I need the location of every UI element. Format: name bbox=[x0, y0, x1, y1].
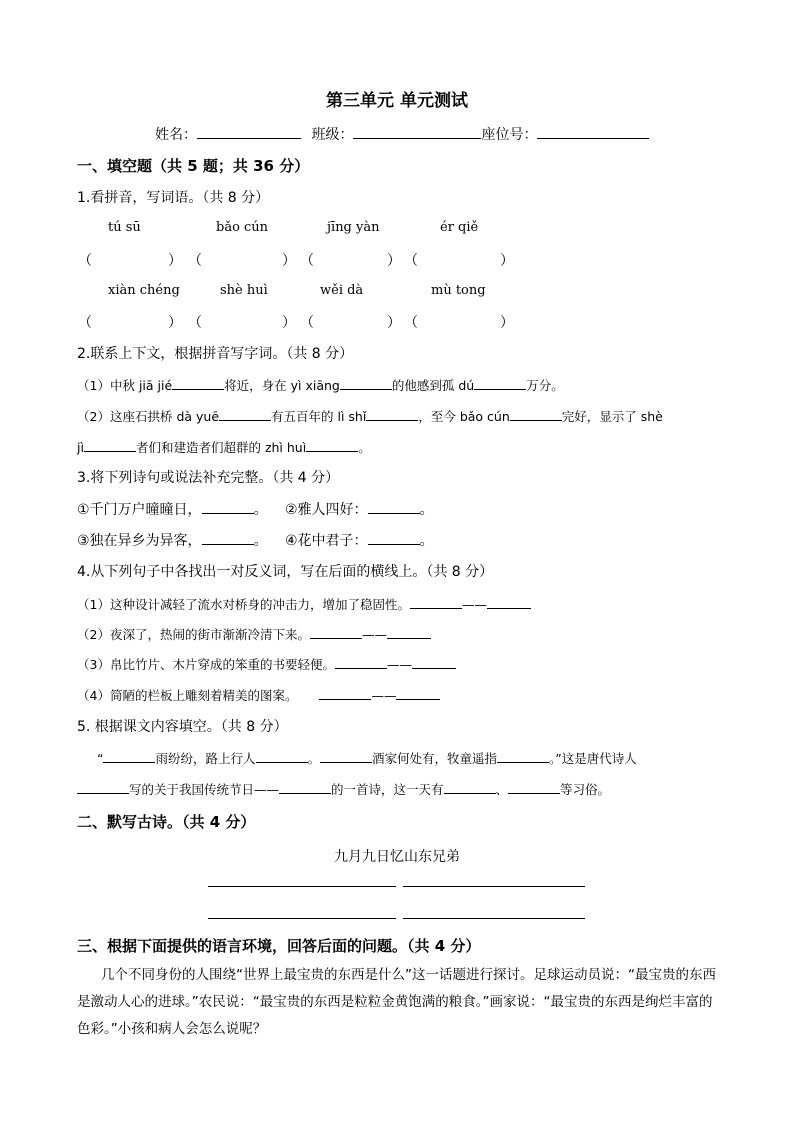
sentence: （3）帛比竹片、木片穿成的笨重的书要轻便。 bbox=[77, 657, 335, 672]
poem-title: 九月九日忆山东兄弟 bbox=[334, 849, 460, 865]
dash: —— bbox=[371, 688, 397, 703]
paren-open: （ bbox=[78, 253, 92, 269]
period: 。 bbox=[419, 533, 434, 549]
paren-close: ） bbox=[387, 315, 401, 331]
answer-blank[interactable] bbox=[368, 531, 420, 545]
seat-label: 座位号： bbox=[481, 127, 538, 143]
answer-blank[interactable] bbox=[77, 780, 129, 794]
q4-item-2 bbox=[77, 625, 431, 643]
paren-open: （ bbox=[404, 253, 418, 269]
q3-row-1b bbox=[285, 499, 434, 519]
q2-title: 2.联系上下文，根据拼音写字词。（共 8 分） bbox=[77, 346, 354, 362]
text: 有五百年的 bbox=[271, 409, 338, 424]
class-blank[interactable] bbox=[353, 124, 481, 139]
pinyin-4: ér qiě bbox=[440, 220, 479, 235]
poem-item: ②雅人四好： bbox=[285, 502, 368, 518]
period: 。 bbox=[253, 533, 268, 549]
answer-blank[interactable] bbox=[510, 407, 562, 421]
answer-blank[interactable] bbox=[202, 531, 254, 545]
class-label: 班级： bbox=[311, 127, 354, 143]
answer-blank[interactable] bbox=[396, 686, 440, 700]
poem-item: ③独在异乡为异客， bbox=[77, 533, 202, 549]
poem-item: ④花中君子： bbox=[285, 533, 368, 549]
text: 将近，身在 bbox=[224, 378, 291, 393]
text: 者们和建造者们超群的 bbox=[135, 440, 265, 455]
q2-line-2 bbox=[77, 407, 663, 425]
pinyin-7: wěi dà bbox=[320, 283, 364, 298]
student-info-line bbox=[155, 124, 649, 144]
pinyin-2: bǎo cún bbox=[216, 220, 269, 235]
q3-row-1 bbox=[77, 499, 268, 519]
pinyin: zhì huì bbox=[264, 440, 307, 455]
poem-writing-line[interactable] bbox=[403, 886, 585, 887]
answer-blank[interactable] bbox=[366, 407, 418, 421]
answer-blank[interactable] bbox=[335, 655, 387, 669]
paren-open: （ bbox=[404, 315, 418, 331]
answer-blank[interactable] bbox=[474, 376, 526, 390]
name-blank[interactable] bbox=[197, 124, 301, 139]
pinyin: dà yuē bbox=[176, 409, 220, 424]
answer-blank[interactable] bbox=[340, 376, 392, 390]
text: 的他感到孤 bbox=[391, 378, 459, 393]
text: 写的关于我国传统节日—— bbox=[129, 782, 280, 797]
paren-close: ） bbox=[500, 253, 514, 269]
seat-blank[interactable] bbox=[537, 124, 649, 139]
pinyin: dú bbox=[458, 378, 475, 393]
answer-blank[interactable] bbox=[319, 686, 371, 700]
text: 酒家何处有，牧童遥指 bbox=[372, 751, 498, 766]
answer-blank[interactable] bbox=[508, 780, 560, 794]
answer-blank[interactable] bbox=[103, 749, 155, 763]
paren-close: ） bbox=[168, 253, 182, 269]
text: 万分。 bbox=[526, 378, 564, 393]
section3-paragraph: 几个不同身份的人围绕“世界上最宝贵的东西是什么”这一话题进行探讨。足球运动员说：“最宝贵的东西是激动人心的进球。”农民说：“最宝贵的东西是粒粒金黄饱满的粮食。”画家说：“最宝贵的东西是绚烂丰富的色彩。”小孩和病人会怎么说呢？ bbox=[77, 967, 716, 1037]
pinyin: shè bbox=[640, 409, 663, 424]
answer-blank[interactable] bbox=[279, 780, 331, 794]
paren-open: （ bbox=[300, 253, 314, 269]
pinyin: lì shǐ bbox=[337, 409, 367, 424]
q2-line-1 bbox=[77, 376, 564, 394]
q3-row-2b bbox=[285, 530, 434, 550]
dash: —— bbox=[461, 597, 487, 612]
pinyin: jiā jié bbox=[138, 378, 173, 393]
paren-close: ） bbox=[387, 253, 401, 269]
answer-blank[interactable] bbox=[487, 595, 531, 609]
pinyin-5: xiàn chéng bbox=[108, 283, 180, 298]
name-label: 姓名： bbox=[155, 127, 197, 143]
section1-heading: 一、填空题（共 5 题；共 36 分） bbox=[77, 157, 310, 175]
text: 。 bbox=[307, 751, 321, 766]
answer-blank[interactable] bbox=[412, 655, 456, 669]
period: 。 bbox=[419, 502, 434, 518]
dash: —— bbox=[361, 627, 387, 642]
paren-close: ） bbox=[500, 315, 514, 331]
text: ，至今 bbox=[418, 409, 460, 424]
text: 。 bbox=[358, 440, 371, 455]
paren-open: （ bbox=[300, 315, 314, 331]
q2-line-3 bbox=[77, 438, 371, 456]
q4-item-3 bbox=[77, 655, 456, 673]
poem-writing-line[interactable] bbox=[403, 918, 585, 919]
answer-blank[interactable] bbox=[219, 407, 271, 421]
answer-blank[interactable] bbox=[497, 749, 549, 763]
section2-heading: 二、默写古诗。（共 4 分） bbox=[77, 813, 256, 831]
text: （2）这座石拱桥 bbox=[77, 409, 177, 424]
answer-blank[interactable] bbox=[444, 780, 496, 794]
pinyin: yì xiāng bbox=[290, 378, 340, 393]
pinyin-1: tú sū bbox=[108, 220, 141, 235]
answer-blank[interactable] bbox=[202, 500, 254, 514]
text: 、 bbox=[495, 782, 509, 797]
pinyin: bǎo cún bbox=[459, 409, 510, 424]
answer-blank[interactable] bbox=[84, 438, 136, 452]
q5-line-1 bbox=[97, 749, 637, 767]
text: 完好，显示了 bbox=[561, 409, 641, 424]
q4-title: 4.从下列句子中各找出一对反义词，写在后面的横线上。（共 8 分） bbox=[77, 564, 494, 580]
answer-blank[interactable] bbox=[368, 500, 420, 514]
text: （1）中秋 bbox=[77, 378, 139, 393]
answer-blank[interactable] bbox=[306, 438, 358, 452]
poem-writing-line[interactable] bbox=[208, 918, 396, 919]
pinyin-6: shè huì bbox=[220, 283, 268, 298]
sentence: （2）夜深了，热闹的街市渐渐冷清下来。 bbox=[77, 627, 310, 642]
q5-title: 5. 根据课文内容填空。（共 8 分） bbox=[77, 719, 288, 735]
poem-item: ①千门万户曈曈日， bbox=[77, 502, 202, 518]
page-title: 第三单元 单元测试 bbox=[326, 91, 468, 111]
period: 。 bbox=[253, 502, 268, 518]
text: 雨纷纷，路上行人 bbox=[155, 751, 256, 766]
paren-close: ） bbox=[282, 253, 296, 269]
answer-blank[interactable] bbox=[310, 625, 362, 639]
pinyin-3: jīng yàn bbox=[327, 220, 380, 235]
q3-title: 3.将下列诗句或说法补充完整。（共 4 分） bbox=[77, 470, 340, 486]
q1-title: 1.看拼音，写词语。（共 8 分） bbox=[77, 190, 270, 206]
paren-open: （ bbox=[78, 315, 92, 331]
text: 。”这是唐代诗人 bbox=[549, 751, 637, 766]
dash: —— bbox=[386, 657, 412, 672]
pinyin-8: mù tong bbox=[431, 283, 486, 298]
answer-blank[interactable] bbox=[172, 376, 224, 390]
paren-open: （ bbox=[188, 253, 202, 269]
paren-open: （ bbox=[188, 315, 202, 331]
section3-heading: 三、根据下面提供的语言环境，回答后面的问题。（共 4 分） bbox=[77, 937, 481, 955]
text: 的一首诗，这一天有 bbox=[331, 782, 444, 797]
pinyin: jì bbox=[77, 440, 84, 455]
answer-blank[interactable] bbox=[320, 749, 372, 763]
answer-blank[interactable] bbox=[387, 625, 431, 639]
q3-row-2 bbox=[77, 530, 268, 550]
q5-line-2 bbox=[77, 780, 610, 798]
text: “ bbox=[97, 751, 104, 766]
poem-writing-line[interactable] bbox=[208, 886, 396, 887]
paren-close: ） bbox=[168, 315, 182, 331]
q4-item-4 bbox=[77, 686, 440, 704]
paren-close: ） bbox=[282, 315, 296, 331]
q4-item-1 bbox=[77, 595, 531, 613]
answer-blank[interactable] bbox=[256, 749, 308, 763]
text: 等习俗。 bbox=[560, 782, 611, 797]
sentence: （1）这种设计减轻了流水对桥身的冲击力，增加了稳固性。 bbox=[77, 597, 410, 612]
sentence: （4）简陋的栏板上雕刻着精美的图案。 bbox=[77, 688, 298, 703]
answer-blank[interactable] bbox=[410, 595, 462, 609]
